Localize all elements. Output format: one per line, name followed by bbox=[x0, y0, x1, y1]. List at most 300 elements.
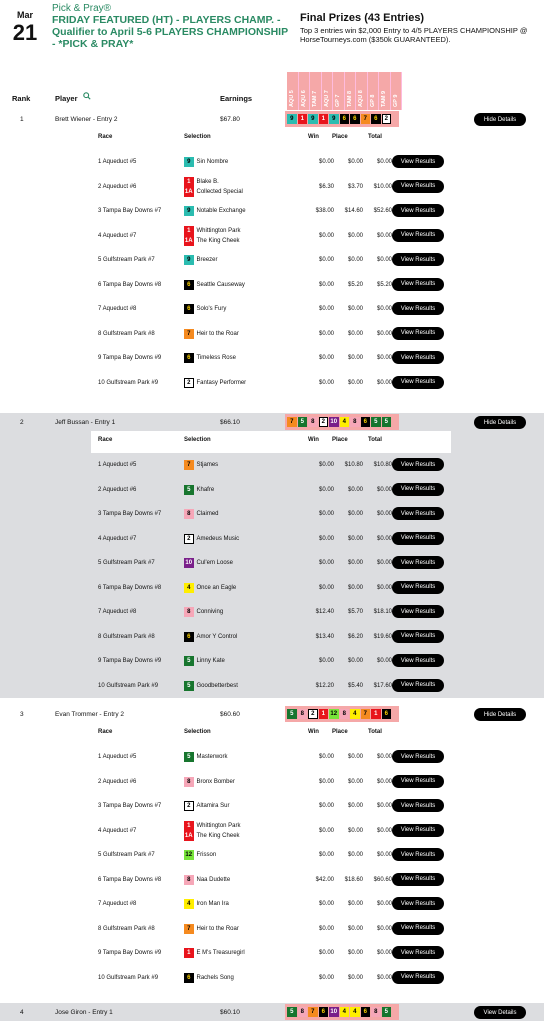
race-name: 3 Tampa Bay Downs #7 bbox=[98, 511, 162, 517]
track-header bbox=[368, 72, 380, 110]
place-payout: $0.00 bbox=[347, 925, 363, 932]
total-payout: $0.00 bbox=[376, 754, 392, 760]
win-payout: $0.00 bbox=[318, 584, 334, 591]
program-number-badge: 4 bbox=[350, 1007, 360, 1017]
program-number-badge: 7 bbox=[184, 329, 194, 339]
place-payout: $0.00 bbox=[347, 486, 363, 493]
total-payout: $0.00 bbox=[376, 511, 392, 517]
horse-name: Timeless Rose bbox=[196, 355, 236, 361]
selection-badges bbox=[287, 417, 391, 427]
race-name: 2 Aqueduct #6 bbox=[98, 486, 137, 493]
selection-cell bbox=[184, 821, 241, 841]
selection-badges bbox=[287, 709, 391, 719]
program-number-badge: 1A bbox=[184, 832, 193, 839]
program-number-badge: 6 bbox=[184, 353, 194, 363]
horse-name: Masterwork bbox=[196, 754, 228, 760]
player-column-header: Player bbox=[55, 94, 78, 103]
total-payout: $0.00 bbox=[376, 306, 392, 312]
player-row bbox=[0, 110, 544, 128]
race-name: 5 Gulfstream Park #7 bbox=[98, 257, 155, 263]
horse-name: Heir to the Roar bbox=[196, 925, 239, 932]
program-number-badge: 4 bbox=[350, 709, 360, 719]
horse-selection bbox=[184, 187, 243, 197]
win-payout: $0.00 bbox=[318, 462, 334, 468]
selection-cell bbox=[184, 485, 214, 495]
total-payout: $52.60 bbox=[373, 208, 392, 214]
win-payout: $38.00 bbox=[315, 208, 334, 214]
win-column-header: Win bbox=[308, 437, 319, 443]
event-day: 21 bbox=[12, 20, 38, 45]
total-payout: $0.00 bbox=[376, 159, 392, 165]
race-name: 8 Gulfstream Park #8 bbox=[98, 330, 155, 337]
race-name: 10 Gulfstream Park #9 bbox=[98, 379, 159, 386]
player-entry bbox=[0, 1003, 544, 1021]
horse-name: Notable Exchange bbox=[196, 208, 246, 214]
horse-selection bbox=[184, 280, 245, 290]
race-column-header: Race bbox=[98, 134, 113, 140]
selection-cell bbox=[184, 329, 239, 339]
horse-selection bbox=[184, 304, 226, 314]
program-number-badge: 8 bbox=[298, 709, 308, 719]
race-name: 6 Tampa Bay Downs #8 bbox=[98, 584, 162, 591]
result-row bbox=[0, 199, 544, 224]
total-column-header: Total bbox=[368, 437, 382, 443]
race-name: 4 Aqueduct #7 bbox=[98, 827, 137, 834]
program-number-badge: 8 bbox=[184, 509, 194, 519]
horse-selection bbox=[184, 236, 241, 246]
horse-selection bbox=[184, 607, 223, 617]
result-row bbox=[0, 175, 544, 200]
total-payout: $0.00 bbox=[376, 925, 392, 932]
result-row bbox=[0, 502, 544, 527]
race-name: 3 Tampa Bay Downs #7 bbox=[98, 803, 162, 809]
program-number-badge: 8 bbox=[184, 875, 194, 885]
race-name: 2 Aqueduct #6 bbox=[98, 183, 137, 190]
win-payout: $0.00 bbox=[318, 560, 334, 566]
selection-cell bbox=[184, 948, 245, 958]
program-number-badge: 6 bbox=[371, 114, 381, 124]
horse-selection bbox=[184, 157, 228, 167]
race-name: 3 Tampa Bay Downs #7 bbox=[98, 208, 162, 214]
place-payout: $0.00 bbox=[347, 330, 363, 337]
view-results-button[interactable]: View Results bbox=[392, 605, 444, 618]
program-number-badge: 6 bbox=[184, 973, 194, 983]
win-payout: $0.00 bbox=[318, 778, 334, 785]
horse-name: The King Cheek bbox=[196, 237, 240, 244]
selection-cell bbox=[184, 899, 229, 909]
view-results-button[interactable]: View Results bbox=[392, 327, 444, 340]
win-payout: $0.00 bbox=[318, 159, 334, 165]
program-number-badge: 2 bbox=[308, 709, 318, 719]
selection-cell bbox=[184, 206, 246, 216]
program-number-badge: 6 bbox=[319, 1007, 329, 1017]
result-row bbox=[0, 649, 544, 674]
player-rank: 4 bbox=[20, 1009, 24, 1016]
place-payout: $0.00 bbox=[347, 159, 363, 165]
horse-name: Heir to the Roar bbox=[196, 330, 239, 337]
program-number-badge: 1 bbox=[319, 709, 329, 719]
place-payout: $3.70 bbox=[347, 183, 363, 190]
race-name: 7 Aqueduct #8 bbox=[98, 609, 137, 615]
player-rank: 3 bbox=[20, 711, 24, 718]
player-earnings: $60.10 bbox=[220, 1009, 240, 1016]
place-payout: $18.60 bbox=[344, 876, 363, 883]
total-payout: $0.00 bbox=[376, 257, 392, 263]
horse-selection bbox=[184, 801, 230, 811]
view-results-button[interactable]: View Results bbox=[392, 556, 444, 569]
track-header bbox=[299, 72, 311, 110]
selection-cell bbox=[184, 681, 238, 691]
program-number-badge: 6 bbox=[184, 304, 194, 314]
race-name: 6 Tampa Bay Downs #8 bbox=[98, 876, 162, 883]
selection-badges bbox=[287, 114, 391, 124]
horse-selection bbox=[184, 821, 241, 831]
program-number-badge: 1 bbox=[184, 177, 194, 187]
view-results-button[interactable]: View Results bbox=[392, 532, 444, 545]
track-header-label: GP 7 bbox=[335, 94, 341, 107]
results-detail bbox=[0, 723, 544, 990]
result-row bbox=[0, 478, 544, 503]
program-number-badge: 9 bbox=[308, 114, 318, 124]
program-number-badge: 9 bbox=[329, 114, 339, 124]
horse-selection bbox=[184, 973, 234, 983]
player-row bbox=[0, 705, 544, 723]
player-name: Brett Wiener - Entry 2 bbox=[55, 116, 118, 123]
horse-name: Solo's Fury bbox=[196, 306, 227, 312]
result-row bbox=[0, 150, 544, 175]
view-results-button[interactable]: View Results bbox=[392, 507, 444, 520]
program-number-badge: 12 bbox=[185, 852, 193, 858]
prizes-title: Final Prizes (43 Entries) bbox=[300, 12, 425, 24]
player-rank: 1 bbox=[20, 116, 24, 123]
leaderboard-header bbox=[0, 72, 544, 110]
view-results-button[interactable]: View Results bbox=[392, 302, 444, 315]
place-payout: $0.00 bbox=[347, 658, 363, 664]
total-payout: $0.00 bbox=[376, 901, 392, 907]
result-row bbox=[0, 892, 544, 917]
horse-selection bbox=[184, 924, 239, 934]
program-number-badge: 6 bbox=[340, 114, 350, 124]
result-row bbox=[0, 453, 544, 478]
selection-cell bbox=[184, 632, 237, 642]
place-payout: $5.40 bbox=[347, 682, 363, 689]
selection-column-header: Selection bbox=[184, 729, 211, 735]
race-name: 1 Aqueduct #5 bbox=[98, 159, 137, 165]
program-number-badge: 8 bbox=[184, 607, 194, 617]
place-payout: $14.60 bbox=[344, 208, 363, 214]
horse-name: Once an Eagle bbox=[196, 584, 237, 591]
horse-selection bbox=[184, 831, 241, 841]
program-number-badge: 10 bbox=[330, 419, 338, 425]
horse-name: Naa Dudette bbox=[196, 876, 231, 883]
view-results-button[interactable]: View Results bbox=[392, 253, 444, 266]
place-payout: $0.00 bbox=[347, 803, 363, 809]
track-header-label: TAM 8 bbox=[346, 90, 353, 107]
selection-cell bbox=[184, 752, 228, 762]
result-row bbox=[0, 941, 544, 966]
track-header-label: AQU 5 bbox=[289, 90, 295, 107]
view-results-button[interactable]: View Results bbox=[392, 483, 444, 496]
place-payout: $0.00 bbox=[347, 232, 363, 239]
results-detail bbox=[0, 128, 544, 395]
player-name: Jose Giron - Entry 1 bbox=[55, 1009, 113, 1016]
track-header bbox=[310, 72, 322, 110]
view-results-button[interactable]: View Results bbox=[392, 180, 444, 193]
horse-name: Amor Y Control bbox=[196, 633, 238, 640]
total-payout: $0.00 bbox=[376, 974, 392, 981]
program-number-badge: 6 bbox=[184, 280, 194, 290]
program-number-badge: 2 bbox=[184, 801, 194, 811]
place-column-header: Place bbox=[332, 134, 348, 140]
view-results-button[interactable]: View Results bbox=[392, 654, 444, 667]
race-name: 8 Gulfstream Park #8 bbox=[98, 925, 155, 932]
view-results-button[interactable]: View Results bbox=[392, 848, 444, 861]
program-number-badge: 6 bbox=[361, 1007, 371, 1017]
view-results-button[interactable]: View Results bbox=[392, 204, 444, 217]
track-header-label: TAM 7 bbox=[312, 90, 318, 107]
view-results-button[interactable]: View Results bbox=[392, 351, 444, 364]
program-number-badge: 9 bbox=[184, 206, 194, 216]
total-payout: $0.00 bbox=[376, 584, 392, 591]
win-column-header: Win bbox=[308, 134, 319, 140]
place-payout: $0.00 bbox=[347, 584, 363, 591]
program-number-badge: 6 bbox=[184, 632, 194, 642]
program-number-badge: 9 bbox=[184, 157, 194, 167]
horse-selection bbox=[184, 485, 214, 495]
horse-selection bbox=[184, 353, 236, 363]
horse-selection bbox=[184, 681, 238, 691]
total-payout: $0.00 bbox=[376, 560, 392, 566]
win-payout: $0.00 bbox=[318, 355, 334, 361]
place-payout: $0.00 bbox=[347, 306, 363, 312]
race-name: 5 Gulfstream Park #7 bbox=[98, 852, 155, 858]
win-payout: $0.00 bbox=[318, 379, 334, 386]
race-name: 9 Tampa Bay Downs #9 bbox=[98, 950, 162, 956]
win-payout: $13.40 bbox=[315, 633, 334, 640]
win-payout: $0.00 bbox=[318, 901, 334, 907]
horse-selection bbox=[184, 656, 225, 666]
total-payout: $0.00 bbox=[376, 827, 392, 834]
total-payout: $0.00 bbox=[376, 778, 392, 785]
player-name: Evan Trommer - Entry 2 bbox=[55, 711, 124, 718]
program-number-badge: 5 bbox=[184, 656, 194, 666]
hide-details-button[interactable]: Hide Details bbox=[474, 113, 526, 126]
program-number-badge: 5 bbox=[184, 681, 194, 691]
win-payout: $0.00 bbox=[318, 511, 334, 517]
horse-selection bbox=[184, 177, 243, 187]
selection-cell bbox=[184, 777, 235, 787]
program-number-badge: 7 bbox=[308, 1007, 318, 1017]
program-number-badge: 5 bbox=[287, 709, 297, 719]
view-results-button[interactable]: View Results bbox=[392, 971, 444, 984]
earnings-column-header: Earnings bbox=[220, 94, 253, 103]
win-payout: $0.00 bbox=[318, 658, 334, 664]
selection-cell bbox=[184, 280, 245, 290]
view-results-button[interactable]: View Results bbox=[392, 458, 444, 471]
race-name: 4 Aqueduct #7 bbox=[98, 232, 137, 239]
result-row bbox=[0, 674, 544, 699]
selection-cell bbox=[184, 157, 228, 167]
program-number-badge: 5 bbox=[382, 417, 392, 427]
horse-name: Altamira Sur bbox=[196, 803, 230, 809]
view-results-button[interactable]: View Results bbox=[392, 376, 444, 389]
search-icon[interactable] bbox=[83, 92, 91, 102]
place-payout: $0.00 bbox=[347, 778, 363, 785]
selection-cell bbox=[184, 378, 246, 388]
horse-name: Collected Special bbox=[196, 188, 243, 195]
hide-details-button[interactable]: Hide Details bbox=[474, 416, 526, 429]
selection-cell bbox=[184, 177, 243, 197]
program-number-badge: 4 bbox=[184, 583, 194, 593]
detail-header bbox=[0, 723, 544, 745]
view-results-button[interactable]: View Results bbox=[392, 278, 444, 291]
program-number-badge: 5 bbox=[382, 1007, 392, 1017]
place-payout: $0.00 bbox=[347, 852, 363, 858]
view-results-button[interactable]: View Results bbox=[392, 946, 444, 959]
place-payout: $0.00 bbox=[347, 974, 363, 981]
total-payout: $17.60 bbox=[373, 682, 392, 689]
selection-cell bbox=[184, 534, 239, 544]
view-results-button[interactable]: View Results bbox=[392, 229, 444, 242]
result-row bbox=[0, 346, 544, 371]
selection-cell bbox=[184, 304, 226, 314]
program-number-badge: 6 bbox=[350, 114, 360, 124]
program-number-badge: 4 bbox=[184, 899, 194, 909]
result-row bbox=[0, 273, 544, 298]
selection-cell bbox=[184, 607, 223, 617]
place-payout: $5.20 bbox=[347, 281, 363, 288]
win-payout: $0.00 bbox=[318, 950, 334, 956]
view-results-button[interactable]: View Results bbox=[392, 750, 444, 763]
horse-name: Whittington Park bbox=[196, 227, 241, 234]
view-results-button[interactable]: View Results bbox=[392, 630, 444, 643]
horse-selection bbox=[184, 378, 246, 388]
result-row bbox=[0, 770, 544, 795]
view-results-button[interactable]: View Results bbox=[392, 799, 444, 812]
race-name: 9 Tampa Bay Downs #9 bbox=[98, 658, 162, 664]
track-header bbox=[356, 72, 368, 110]
total-payout: $0.00 bbox=[376, 355, 392, 361]
win-payout: $0.00 bbox=[318, 232, 334, 239]
rank-column-header: Rank bbox=[12, 94, 31, 103]
program-number-badge: 6 bbox=[361, 417, 371, 427]
total-column-header: Total bbox=[368, 134, 382, 140]
view-results-button[interactable]: View Results bbox=[392, 824, 444, 837]
program-number-badge: 8 bbox=[184, 777, 194, 787]
total-payout: $0.00 bbox=[376, 232, 392, 239]
win-payout: $0.00 bbox=[318, 330, 334, 337]
view-details-button[interactable]: View Details bbox=[474, 1006, 526, 1019]
track-header-label: AQU 6 bbox=[300, 90, 307, 107]
race-name: 1 Aqueduct #5 bbox=[98, 462, 137, 468]
program-number-badge: 2 bbox=[184, 378, 194, 388]
hide-details-button[interactable]: Hide Details bbox=[474, 708, 526, 721]
result-row bbox=[0, 322, 544, 347]
win-payout: $0.00 bbox=[318, 281, 334, 288]
horse-selection bbox=[184, 226, 241, 236]
place-column-header: Place bbox=[332, 729, 348, 735]
total-payout: $10.00 bbox=[373, 183, 392, 190]
selection-cell bbox=[184, 558, 233, 568]
view-results-button[interactable]: View Results bbox=[392, 155, 444, 168]
horse-name: Amedeus Music bbox=[196, 535, 240, 542]
race-column-header: Race bbox=[98, 729, 113, 735]
horse-selection bbox=[184, 206, 246, 216]
total-payout: $19.60 bbox=[373, 633, 392, 640]
program-number-badge: 9 bbox=[184, 255, 194, 265]
brand-name: Pick & Pray® bbox=[52, 3, 112, 14]
program-number-badge: 8 bbox=[371, 1007, 381, 1017]
win-payout: $0.00 bbox=[318, 827, 334, 834]
view-results-button[interactable]: View Results bbox=[392, 679, 444, 692]
selection-cell bbox=[184, 255, 218, 265]
total-payout: $0.00 bbox=[376, 379, 392, 386]
horse-selection bbox=[184, 899, 229, 909]
place-payout: $0.00 bbox=[347, 535, 363, 542]
place-payout: $0.00 bbox=[347, 257, 363, 263]
result-row bbox=[0, 745, 544, 770]
program-number-badge: 2 bbox=[184, 534, 194, 544]
player-entry bbox=[0, 705, 544, 990]
program-number-badge: 7 bbox=[184, 924, 194, 934]
player-rank: 2 bbox=[20, 419, 24, 426]
win-payout: $0.00 bbox=[318, 306, 334, 312]
place-payout: $0.00 bbox=[347, 511, 363, 517]
program-number-badge: 2 bbox=[382, 114, 392, 124]
track-header bbox=[322, 72, 334, 110]
program-number-badge: 7 bbox=[361, 709, 371, 719]
place-payout: $0.00 bbox=[347, 754, 363, 760]
horse-name: E M's Treasuregirl bbox=[196, 950, 245, 956]
program-number-badge: 10 bbox=[185, 560, 193, 566]
total-payout: $0.00 bbox=[376, 330, 392, 337]
selection-cell bbox=[184, 460, 218, 470]
horse-name: Whittington Park bbox=[196, 822, 241, 829]
view-results-button[interactable]: View Results bbox=[392, 897, 444, 910]
track-column-headers bbox=[287, 72, 402, 110]
view-results-button[interactable]: View Results bbox=[392, 873, 444, 886]
result-row bbox=[0, 248, 544, 273]
selection-cell bbox=[184, 924, 239, 934]
program-number-badge: 8 bbox=[340, 709, 350, 719]
horse-selection bbox=[184, 583, 236, 593]
total-column-header: Total bbox=[368, 729, 382, 735]
program-number-badge: 6 bbox=[382, 709, 392, 719]
view-results-button[interactable]: View Results bbox=[392, 581, 444, 594]
view-results-button[interactable]: View Results bbox=[392, 775, 444, 788]
total-payout: $10.80 bbox=[373, 462, 392, 468]
program-number-badge: 5 bbox=[298, 417, 308, 427]
horse-name: The King Cheek bbox=[196, 832, 240, 839]
prizes-description: Top 3 entries win $2,000 Entry to 4/5 PLAYERS CHAMPIONSHIP @ HorseTourneys.com ($350k GUARANTEED). bbox=[300, 26, 528, 44]
view-results-button[interactable]: View Results bbox=[392, 922, 444, 935]
race-column-header: Race bbox=[98, 437, 113, 443]
total-payout: $0.00 bbox=[376, 950, 392, 956]
program-number-badge: 1 bbox=[184, 226, 194, 236]
track-header-label: GP 8 bbox=[369, 94, 376, 107]
event-month: Mar bbox=[16, 10, 33, 20]
horse-selection bbox=[184, 558, 233, 568]
horse-selection bbox=[184, 329, 239, 339]
place-column-header: Place bbox=[332, 437, 348, 443]
horse-selection bbox=[184, 777, 235, 787]
total-payout: $0.00 bbox=[376, 535, 392, 542]
horse-name: Goodbetterbest bbox=[196, 682, 238, 689]
results-detail bbox=[0, 431, 544, 698]
player-name: Jeff Bussan - Entry 1 bbox=[55, 419, 116, 426]
player-entry bbox=[0, 110, 544, 395]
race-name: 8 Gulfstream Park #8 bbox=[98, 633, 155, 640]
